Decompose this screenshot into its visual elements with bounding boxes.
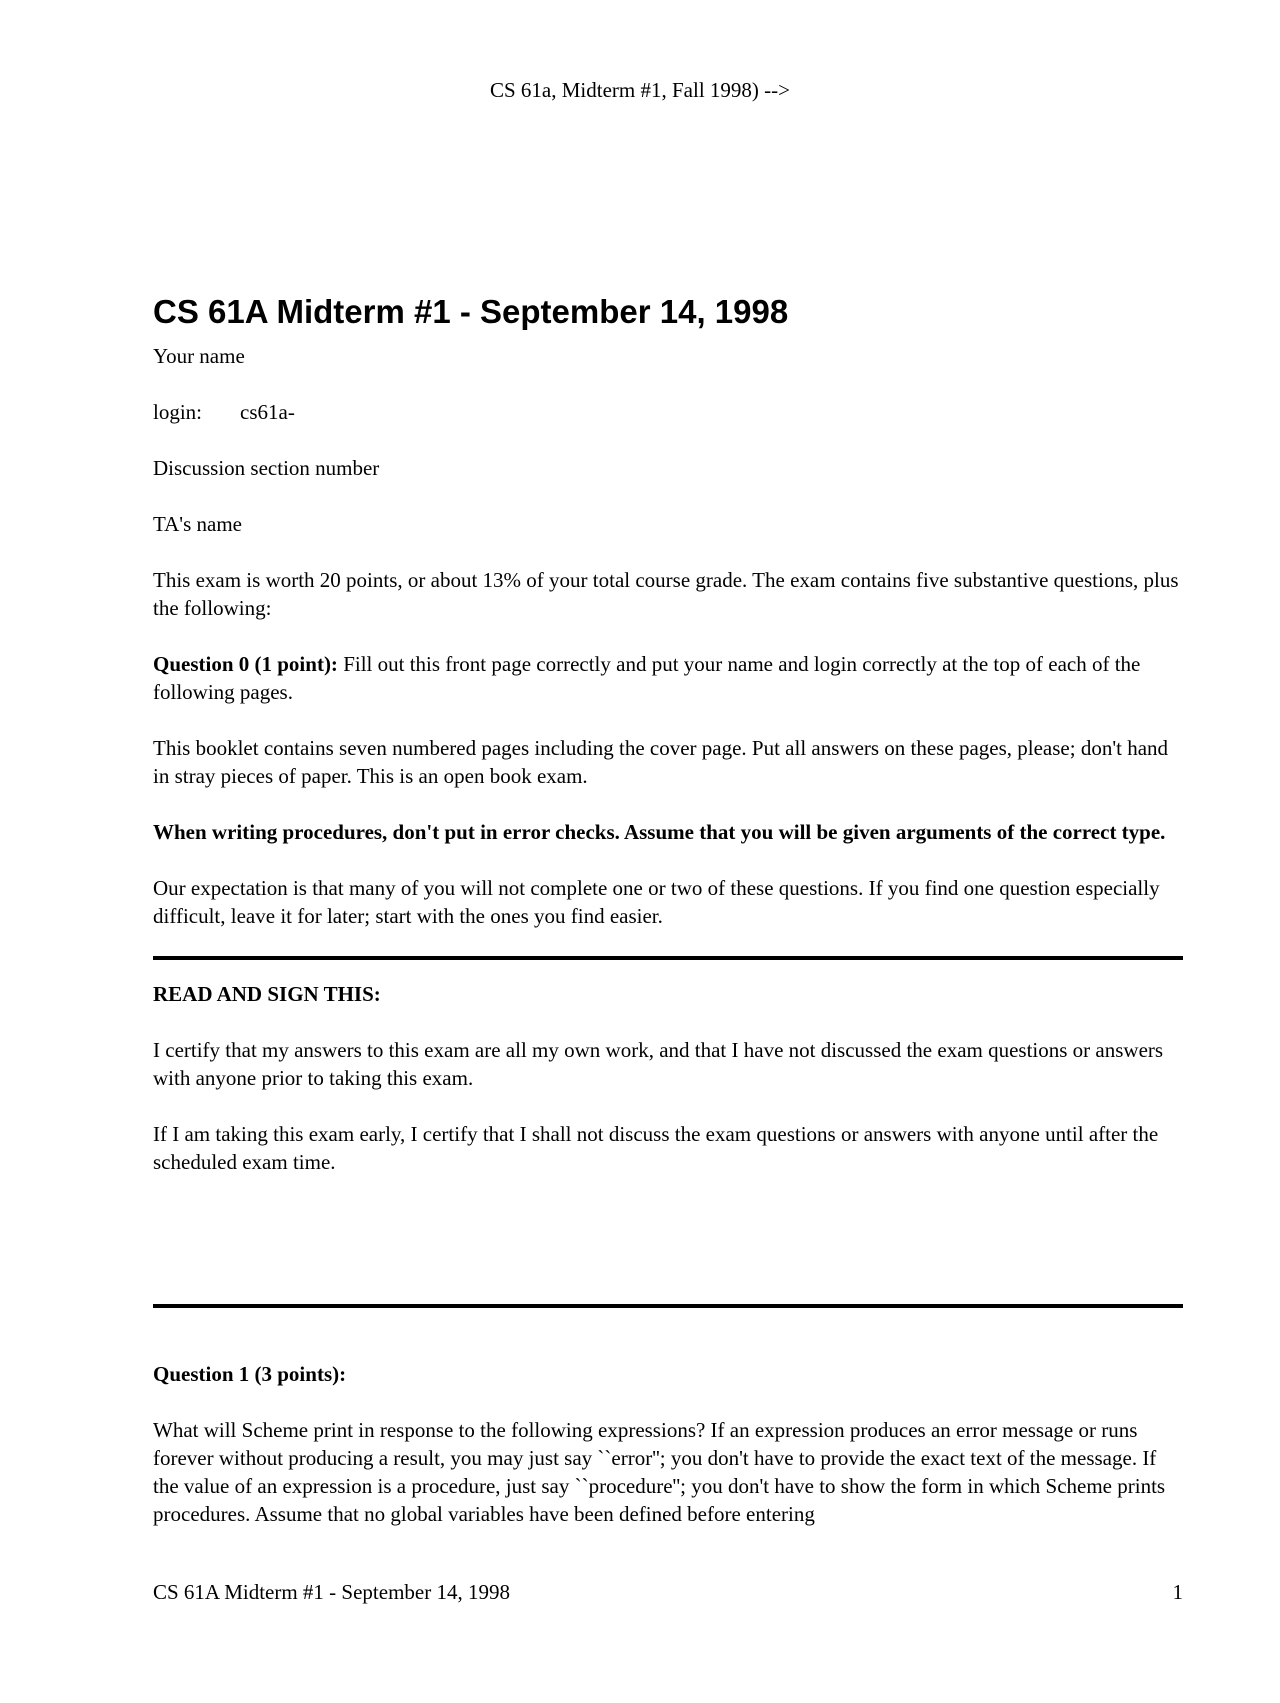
question-1-text: What will Scheme print in response to the following expressions? If an expression produces an error message or runs forever without producing a result, you may just say ``error''; you don't have to provide the exact text of the message. If the value of an expression is a procedure, just say ``procedure''; you don't have to show the form in which Scheme prints procedures. Assume that no global variables have been defined before entering [153, 1418, 1166, 1526]
exam-worth-paragraph: This exam is worth 20 points, or about 13% of your total course grade. The exam contains five substantive questions, plus the following: [153, 568, 1179, 620]
login-field [153, 398, 1183, 426]
exam-cover-page [153, 292, 1183, 1556]
divider-bottom [153, 1304, 1183, 1308]
running-header: CS 61a, Midterm #1, Fall 1998) --> [490, 78, 790, 102]
question-1-heading-text: Question 1 (3 points): [153, 1362, 347, 1386]
expectation-paragraph: Our expectation is that many of you will not complete one or two of these questions. If you find one question especially difficult, leave it for later; start with the ones you find easier. [153, 876, 1160, 928]
divider-top [153, 956, 1183, 960]
question-0-text: Fill out this front page correctly and put your name and login correctly at the top of each of the following pages. [153, 652, 1141, 704]
section-field-label: Discussion section number [153, 456, 380, 480]
certify-own-work: I certify that my answers to this exam are all my own work, and that I have not discussed the exam questions or answers with anyone prior to taking this exam. [153, 1038, 1164, 1090]
question-0-paragraph [153, 650, 1183, 706]
question-0-label: Question 0 (1 point): [153, 652, 338, 676]
page-title: CS 61A Midterm #1 - September 14, 1998 [153, 293, 789, 330]
procedures-note-text: When writing procedures, don't put in error checks. Assume that you will be given arguments of the correct type. [153, 820, 1166, 844]
login-value: cs61a- [240, 400, 295, 424]
sign-heading-text: READ AND SIGN THIS: [153, 982, 381, 1006]
name-field-label: Your name [153, 344, 245, 368]
booklet-paragraph: This booklet contains seven numbered pages including the cover page. Put all answers on these pages, please; don't hand in stray pieces of paper. This is an open book exam. [153, 736, 1169, 788]
page-footer [153, 1578, 1183, 1606]
footer-title: CS 61A Midterm #1 - September 14, 1998 [153, 1580, 510, 1604]
ta-field-label: TA's name [153, 512, 242, 536]
page-number: 1 [1172, 1580, 1183, 1604]
signature-space [153, 1204, 1183, 1304]
certify-early: If I am taking this exam early, I certify that I shall not discuss the exam questions or answers with anyone until after the scheduled exam time. [153, 1122, 1159, 1174]
login-label: login: [153, 400, 203, 424]
question-1-heading [153, 1360, 1183, 1388]
sign-heading [153, 980, 1183, 1008]
procedures-note [153, 818, 1183, 846]
